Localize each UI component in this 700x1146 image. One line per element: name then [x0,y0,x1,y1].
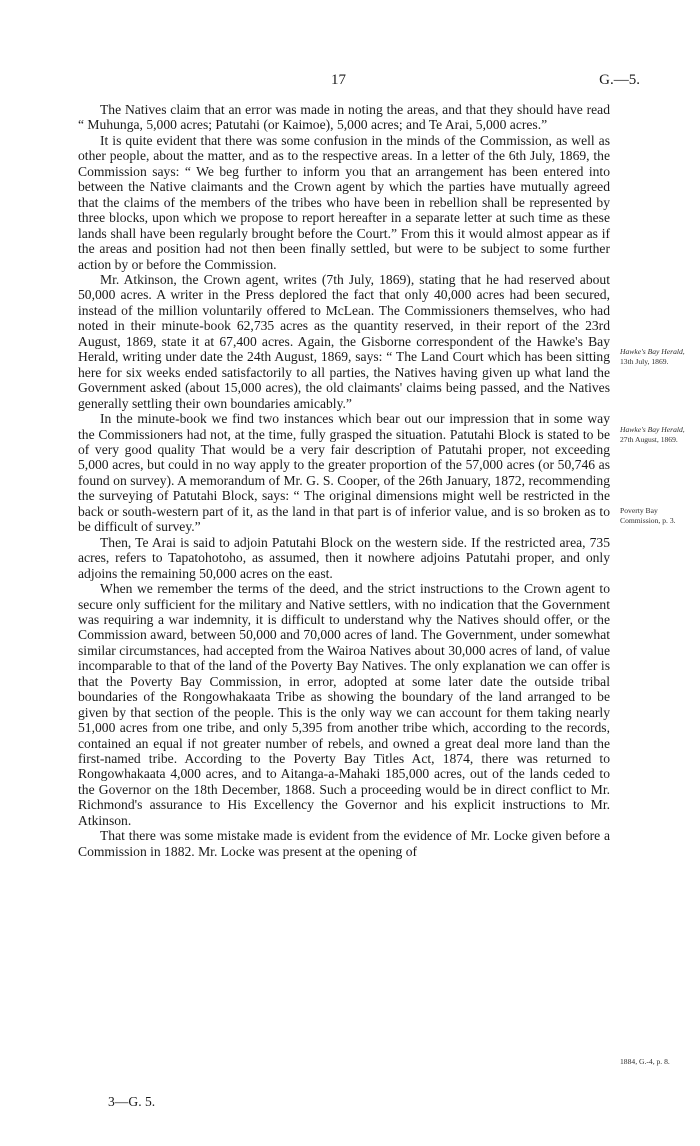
margin-note-source: 1884, G.-4, [620,1057,655,1066]
signature-mark: 3—G. 5. [108,1094,156,1109]
paragraph-3: Mr. Atkinson, the Crown agent, writes (7th July, 1869), stating that he had reserved about 50,000 acres. A writer in the Press deplored the fact that only 40,000 acres had been secured, instead of the million voluntarily offered to McLean. The Commissioners themselves, who had noted in their minute-book 62,735 acres as the quantity reserved, in their report of the 23rd August, 1869, state it at 67,400 acres. Again, the Gisborne correspondent of the Hawke's Bay Herald, writing under date the 24th August, 1869, says: “ The Land Court which has been sitting here for six weeks ended satisfactorily to all parties, the Natives having given up what land the Government asked (about 15,000 acres), the old claimants' claims being passed, and the Natives generally settling their own boundaries amicably.” [78,271,610,411]
body-text [78,102,610,859]
margin-note-detail: 27th August, 1869. [620,434,678,444]
paragraph-6: When we remember the terms of the deed, and the strict instructions to the Crown agent to secure only sufficient for the military and Native settlers, with no indication that the Government was requiring a war indemnity, it is difficult to understand why the Natives should offer, or the Commission award, between 50,000 and 70,000 acres of land. The Government, under somewhat similar circumstances, had accepted from the Wairoa Natives about 30,000 acres of land, of value incomparable to that of the land of the Poverty Bay Natives. The only explanation we can offer is that the Poverty Bay Commission, in error, adopted at some later date the outside tribal boundaries of the Rongowhakaata Tribe as showing the boundary of the land arranged to be given by that section of the people. This is the only way we can account for them taking nearly 51,000 acres from one tribe, and only 5,395 from another tribe which, according to the records, contained an equal if not greater number of rebels, and owned a great deal more land than the first-named tribe. According to the Poverty Bay Titles Act, 1874, there was returned to Rongowhakaata 4,000 acres, and to Aitanga-a-Mahaki 185,000 acres, out of the lands ceded to the Governor on the 18th December, 1868. Such a proceeding would be in direct conflict to Mr. Richmond's assurance to His Excellency the Governor and his explicit instructions to Mr. Atkinson. [78,581,610,828]
margin-note-source: Hawke's Bay Herald, [620,425,685,434]
margin-note-detail: 13th July, 1869. [620,356,669,366]
margin-note-source: Hawke's Bay Herald, [620,347,685,356]
margin-note-poverty-bay-commission [620,506,696,525]
paragraph-5: Then, Te Arai is said to adjoin Patutahi Block on the western side. If the restricted area, 735 acres, refers to Tapatohotoho, as assumed, then it nowhere adjoins Patutahi proper, and only adjoins the remaining 50,000 acres on the east. [78,534,610,581]
paragraph-7: That there was some mistake made is evident from the evidence of Mr. Locke given before a Commission in 1882. Mr. Locke was present at the opening of [78,828,610,859]
margin-note-1884-g4 [620,1057,696,1067]
paragraph-2: It is quite evident that there was some confusion in the minds of the Commission, as well as other people, about the matter, and as to the respective areas. In a letter of the 6th July, 1869, the Commission says: “ We beg further to inform you that an arrangement has been entered into between the Native claimants and the Crown agent by which the parties have mutually agreed that the claims of the members of the tribes who have been in rebellion shall be represented by three blocks, upon which we propose to report hereafter in a separate letter at such time as these lands shall have been regularly brought before the Court.” From this it would almost appear as if the areas and position had not then been finally settled, but were to be subject to some further action by or before the Commission. [78,132,610,272]
margin-note-hawkes-bay-27th-august [620,425,696,444]
page-number: 17 [331,72,346,88]
paragraph-4: In the minute-book we find two instances which bear out our impression that in some way the Commissioners had not, at the time, fully grasped the situation. Patutahi Block is stated to be of very good quality That would be a very fair description of Patutahi proper, not exceeding 5,000 acres, but could in no way apply to the greater proportion of the 57,000 acres (or 50,746 as found on survey). A memorandum of Mr. G. S. Cooper, of the 26th January, 1872, recommending the surveying of Patutahi Block, says: “ The original dimensions might well be restricted in the back or south-western part of it, as the land in that part is of inferior value, and is so broken as to be difficult of survey.” [78,411,610,535]
margin-note-hawkes-bay-13th-july [620,347,696,366]
margin-note-source: Poverty Bay Commission, [620,506,661,525]
margin-note-detail: p. 8. [656,1057,670,1066]
paragraph-1: The Natives claim that an error was made in noting the areas, and that they should have read “ Muhunga, 5,000 acres; Patutahi (or Kaimoe), 5,000 acres; and Te Arai, 5,000 acres.” [78,102,610,133]
page-header [0,72,700,92]
series-label: G.—5. [599,72,640,88]
margin-note-detail: p. 3. [662,515,676,525]
